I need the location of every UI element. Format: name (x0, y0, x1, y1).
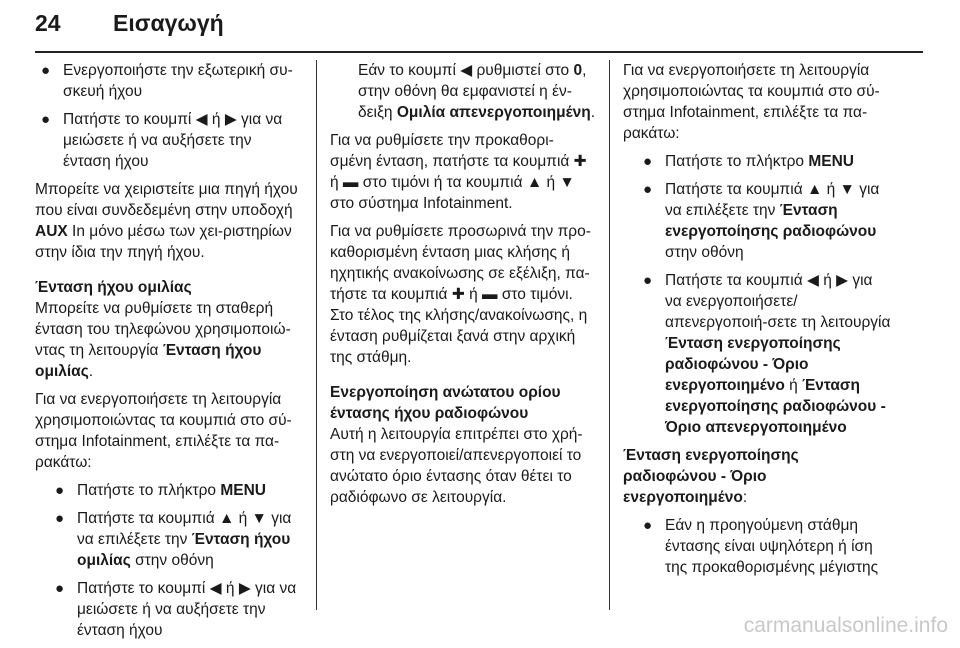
list-item: ● Πατήστε το κουμπί ◀ ή ▶ για να μειώσετε ή να αυξήσετε την ένταση ήχου (55, 580, 297, 639)
paragraph: Για να ενεργοποιήσετε τη λειτουργία χρησιμοποιώντας τα κουμπιά στο σύ-στημα Infotainment, επιλέξτε τα πα-ρακάτω: (35, 391, 292, 471)
column-divider (316, 60, 317, 610)
section-heading: Ένταση ήχου ομιλίας (35, 279, 192, 296)
bullet-list (623, 151, 893, 438)
page-number: 24 (35, 10, 61, 36)
bullet-list (623, 515, 893, 578)
bullet-list (35, 60, 303, 172)
paragraph: Εάν το κουμπί ◀ ρυθμιστεί στο 0, στην οθόνη θα εμφανιστεί η έν-δειξη Ομιλία απενεργοποιημένη. (358, 62, 595, 121)
page-title: Εισαγωγή (113, 10, 224, 36)
list-item: ● Εάν η προηγούμενη στάθμη έντασης είναι υψηλότερη ή ίση της προκαθορισμένης μέγιστης (643, 517, 879, 576)
header-rule (35, 51, 923, 53)
paragraph: Μπορείτε να ρυθμίσετε τη σταθερή ένταση του τηλεφώνου χρησιμοποιώ-ντας τη λειτουργία Ένταση ήχου ομιλίας. (35, 300, 291, 380)
column-1 (35, 60, 303, 648)
section-heading: Ενεργοποίηση ανώτατου ορίου έντασης ήχου ραδιοφώνου (330, 384, 561, 422)
list-item: ● Πατήστε τα κουμπιά ▲ ή ▼ για να επιλέξετε την Ένταση ήχου ομιλίας στην οθόνη (55, 510, 292, 569)
section-heading: Ένταση ενεργοποίησης ραδιοφώνου - Όριο ενεργοποιημένο: (623, 447, 799, 506)
paragraph: Για να ρυθμίσετε την προκαθορι-σμένη ένταση, πατήστε τα κουμπιά ✚ ή ▬ στο τιμόνι ή τα κουμπιά ▲ ή ▼ στο σύστημα Infotainment. (330, 132, 587, 212)
paragraph: Για να ρυθμίσετε προσωρινά την προ-καθορισμένη ένταση μιας κλήσης ή ηχητικής ανακοίνωσης σε εξέλιξη, πα-τήστε τα κουμπιά ✚ ή ▬ στο τιμόνι. Στο τέλος της κλήσης/ανακοίνωσης, η ένταση ρυθμίζεται ξανά στην αρχική της στάθμη. (330, 223, 591, 366)
column-2 (330, 60, 595, 515)
footer (0, 608, 960, 638)
column-3 (623, 60, 893, 585)
list-item: ● Ενεργοποιήστε την εξωτερική συ-σκευή ήχου (41, 62, 293, 100)
paragraph: Μπορείτε να χειριστείτε μια πηγή ήχου που είναι συνδεδεμένη στην υποδοχή AUX In μόνο μέσω των χει-ριστηρίων στην ίδια την πηγή ήχου. (35, 181, 298, 261)
list-item: ● Πατήστε το πλήκτρο MENU (643, 153, 854, 170)
list-item: ● Πατήστε τα κουμπιά ▲ ή ▼ για να επιλέξετε την Ένταση ενεργοποίησης ραδιοφώνου στην οθόνη (643, 181, 880, 261)
paragraph: Για να ενεργοποιήσετε τη λειτουργία χρησιμοποιώντας τα κουμπιά στο σύ-στημα Infotainment, επιλέξτε τα πα-ρακάτω: (623, 62, 880, 142)
watermark: carmanualsonline.info (743, 614, 948, 637)
list-item: ● Πατήστε τα κουμπιά ◀ ή ▶ για να ενεργοποιήσετε/απενεργοποιή-σετε τη λειτουργία Ένταση ενεργοποίησης ραδιοφώνου - Όριο ενεργοποιημένο ή Ένταση ενεργοποίησης ραδιοφώνου - Όριο απενεργοποιημένο (643, 272, 891, 436)
column-divider (609, 60, 610, 610)
list-item: ● Πατήστε το πλήκτρο MENU (55, 482, 266, 499)
paragraph: Αυτή η λειτουργία επιτρέπει στο χρή-στη να ενεργοποιεί/απενεργοποιεί το ανώτατο όριο έντασης όταν θέτει το ραδιόφωνο σε λειτουργία. (330, 426, 583, 506)
list-item: ● Πατήστε το κουμπί ◀ ή ▶ για να μειώσετε ή να αυξήσετε την ένταση ήχου (41, 111, 283, 170)
page-header (35, 6, 923, 46)
